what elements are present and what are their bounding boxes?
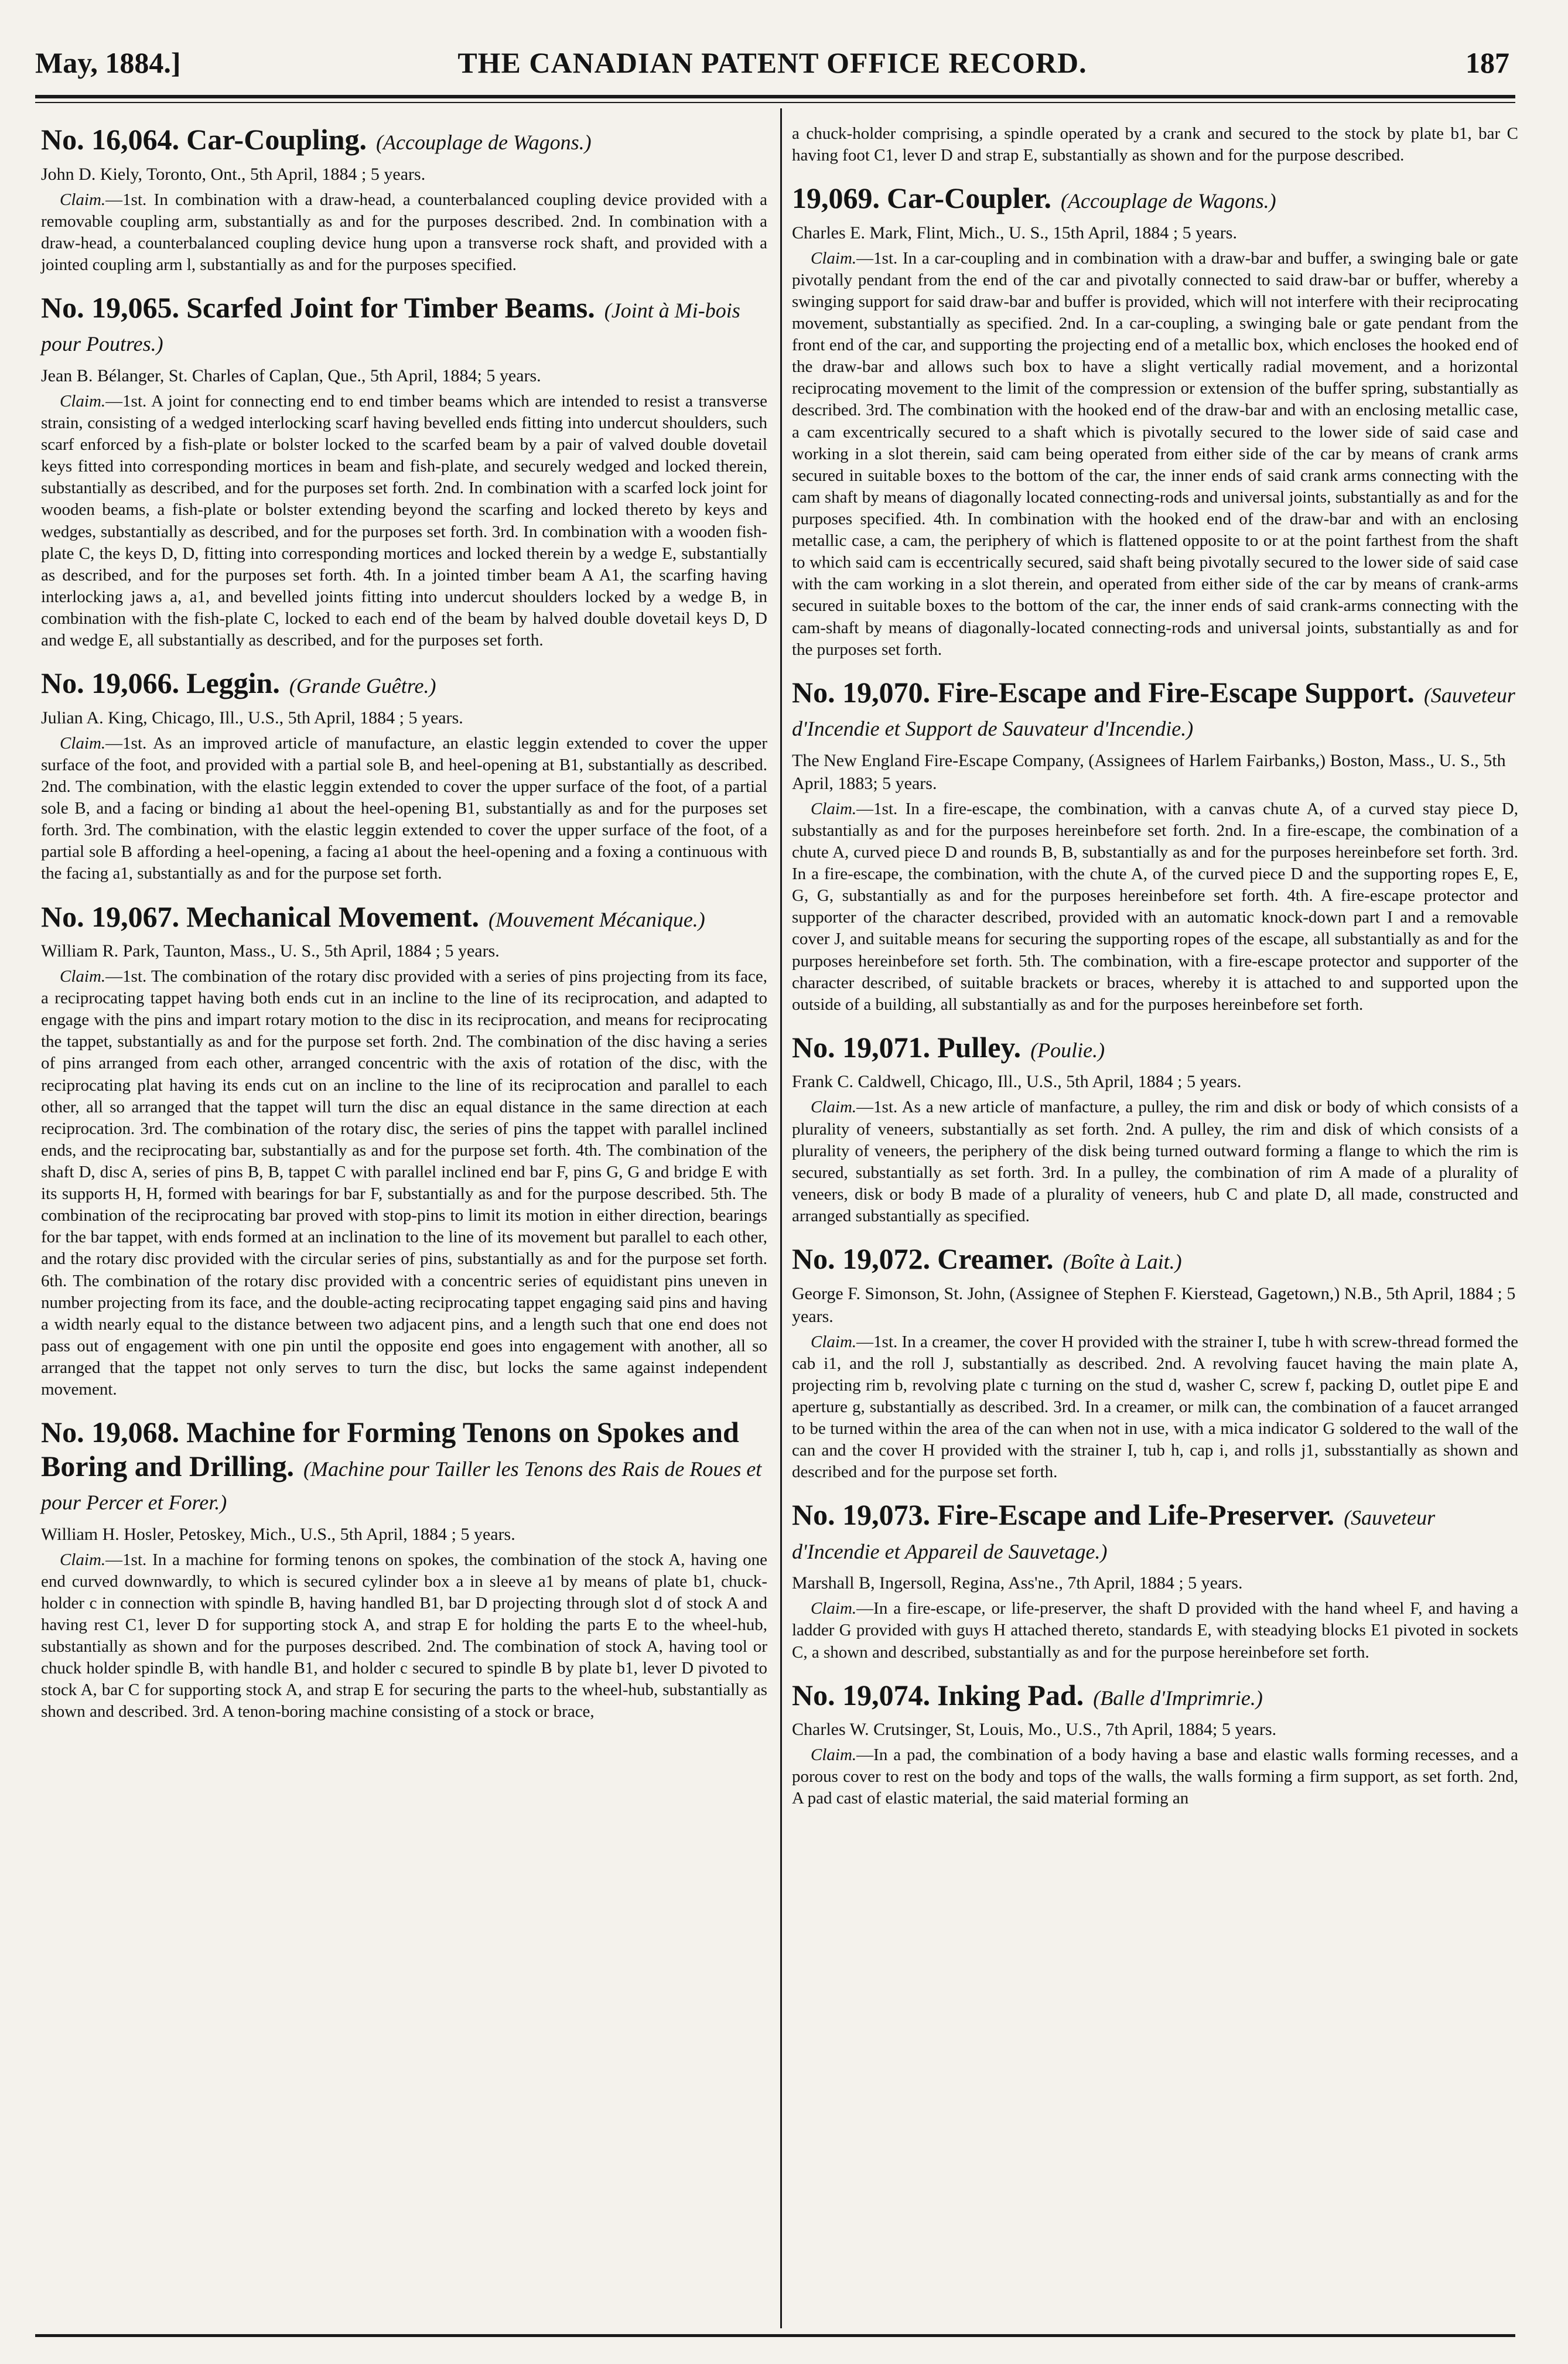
french-title: (Poulie.) — [1030, 1038, 1105, 1062]
claim-body: —1st. The combination of the rotary disc provided with a series of pins projecting from its face, a reciprocating tappet having both ends cut in an incline to the line of its reciprocation, and adapted to engage with the pins and impart rotary motion to the disc in its reciprocation, and means for reciprocating the tappet, substantially as and for the purpose set forth. 2nd. The combination of the disc having a series of pins arranged from each other, arranged concentric with the axis of rotation of the disc, with the reciprocating plat having its ends cut on an incline to the line of its reciprocation and parallel to each other, all so arranged that the tappet will turn the disc an equal distance in the same direction at each reciprocation. 3rd. The combination of the rotary disc, the series of pins the tappet with parallel inclined ends, and the reciprocating bar, substantially as and for the purpose set forth. 4th. The combination of the shaft D, disc A, series of pins B, B, tappet C with parallel inclined end bar F, pins G, G and bridge E with its supports H, H, formed with bearings for bar F, substantially as and for the purpose described. 5th. The combination of the reciprocating bar proved with stop-pins to limit its motion in either direction, bearings for the bar tappet, with ends formed at an inclination to the line of its movement but parallel to each other, and the rotary disc provided with the circular series of pins, substantially as and for the purpose set forth. 6th. The combination of the rotary disc provided with a concentric series of equidistant pins uneven in number projecting from its face, and the double-acting reciprocating tappet engaging said pins and having a width nearly equal to the distance between two adjacent pins, and a length such that one end does not pass out of engagement with one pin until the opposite end goes into engagement with another, all so arranged that the tappet not only serves to turn the disc, but locks the same against independent movement. — [41, 967, 767, 1399]
patent-entry — [792, 1242, 1518, 1483]
patent-number: No. 19,074. — [792, 1678, 931, 1711]
patent-title: Car-Coupler. — [887, 182, 1052, 215]
french-title: (Mouvement Mécanique.) — [488, 907, 705, 931]
claim-label: Claim. — [60, 967, 106, 986]
patent-title: Inking Pad. — [937, 1678, 1084, 1711]
claim-text — [792, 123, 1518, 166]
french-title: (Sauveteur d'Incendie et Support de Sauvateur d'Incendie.) — [792, 683, 1515, 741]
claim-label: Claim. — [811, 1332, 857, 1351]
entry-heading — [792, 1242, 1518, 1276]
patent-title: Scarfed Joint for Timber Beams. — [186, 291, 595, 324]
claim-label: Claim. — [811, 1599, 857, 1618]
french-title: (Joint à Mi-bois pour Poutres.) — [41, 298, 740, 356]
patent-entry — [792, 1679, 1518, 1810]
entry-heading — [792, 1679, 1518, 1713]
patentee-line: Jean B. Bélanger, St. Charles of Caplan, Que., 5th April, 1884; 5 years. — [41, 365, 541, 385]
patent-number: No. 19,068. — [41, 1416, 180, 1449]
claim-text — [792, 248, 1518, 661]
running-head — [35, 46, 1509, 87]
claim-text — [41, 189, 767, 276]
claim-text — [792, 1598, 1518, 1663]
patent-number: No. 19,072. — [792, 1242, 931, 1276]
claim-body: —1st. In a fire-escape, the combination, with a canvas chute A, of a curved stay piece D, substantially as and for the purposes hereinbefore set forth. 2nd. In a fire-escape, the combination of a chute A, curved piece D and rounds B, B, substantially as and for the purposes hereinbefore set forth. 3rd. In a fire-escape, the combination, with the chute A, of the curved piece D and the supporting ropes E, E, G, G, substantially as and for the purposes hereinbefore set forth. 4th. A fire-escape protector and supporter of the character described, provided with an automatic knock-down part I and a removable cover J, and suitable means for securing the supporting ropes of the escape, all substantially as and for the purposes hereinbefore set forth. 5th. The combination, with a fire-escape protector and supporter of the character described, of suitable brackets or braces, whereby it is attached to and supported upon the outside of a building, all substantially as and for the purposes hereinbefore set forth. — [792, 799, 1518, 1014]
claim-body: —1st. In a car-coupling and in combination with a draw-bar and buffer, a swinging bale or gate pivotally pendant from the end of the car and pivotally connected to said draw-bar or buffer, whereby a swinging support for said draw-bar and buffer is provided, which will not interfere with their reciprocating movement, substantially as specified. 2nd. In a car-coupling, a swinging bale or gate pendant from the front end of the car, and supporting the projecting end of a metallic box, which encloses the hooked end of the draw-bar and allows such box to have a slight vertically radial movement, and a horizontal reciprocating movement to the limit of the compression or extension of the buffer spring, substantially as described. 3rd. The combination with the hooked end of the draw-bar and with an enclosing metallic case, a cam excentrically secured to a shaft which is pivotally secured to the lower side of said case and working in a slot therein, said cam being operated from either side of the car by means of crank arms secured in suitable boxes to the bottom of the car, the inner ends of said crank arms connecting with the cam shaft by means of diagonally located connecting-rods and universal joints, substantially as and for the purposes specified. 4th. In combination with the hooked end of the draw-bar and with an enclosing metallic case, a cam, the periphery of which is flattened opposite to or at the point farthest from the shaft to which said cam is eccentrically secured, said shaft being pivotally secured to the lower side of said case with the cam working in a slot therein, and operated from either side of the car by means of crank-arms secured in suitable boxes to the bottom of the car, the inner ends of said crank-arms connecting with the cam-shaft by means of diagonally-located connecting-rods and universal joints, substantially as and for the purposes set forth. — [792, 248, 1518, 659]
claim-body: —1st. A joint for connecting end to end timber beams which are intended to resist a transverse strain, consisting of a wedged interlocking scarf having bevelled ends fitting into undercut shoulders, such scarf enforced by a fish-plate or bolster locked to the scarfed beam by a pair of valved double dovetail keys fitted into corresponding mortices in beam and fish-plate, and securely wedged and locked therein, substantially as described, and for the purposes set forth. 2nd. In combination with a scarfed lock joint for wooden beams, a fish-plate or bolster extending beyond the scarfing and locked thereto by keys and wedges, substantially as described, and for the purposes set forth. 3rd. In combination with a wooden fish-plate C, the keys D, D, fitting into corresponding mortices and locked therein by a wedge E, substantially as described, and for the purposes set forth. 4th. In a jointed timber beam A A1, the scarfing having interlocking jaws a, a1, and bevelled joints fitting into undercut shoulders locked by a wedge B, in combination with the fish-plate C, locked to each end of the beam by halved double dovetail keys D, D and wedge E, all substantially as described, and for the purposes set forth. — [41, 391, 767, 650]
patentee-line: George F. Simonson, St. John, (Assignee of Stephen F. Kierstead, Gagetown,) N.B., 5th April, 1884 ; 5 years. — [792, 1283, 1516, 1326]
patent-entry — [792, 182, 1518, 661]
patent-entry — [792, 1031, 1518, 1227]
issue-date: May, 1884.] — [35, 46, 181, 79]
page-number: 187 — [1465, 46, 1509, 79]
claim-text — [792, 1744, 1518, 1809]
patent-entry — [792, 676, 1518, 1016]
claim-body: —1st. In combination with a draw-head, a counterbalanced coupling device provided with a removable coupling arm, substantially as and for the purposes described. 2nd. In combination with a draw-head, a counterbalanced coupling device hung upon a transverse rock shaft, and provided with a jointed coupling arm l, substantially as and for the purposes specified. — [41, 190, 767, 274]
claim-label: Claim. — [60, 190, 106, 209]
patent-title: Mechanical Movement. — [186, 900, 479, 933]
entry-heading — [792, 182, 1518, 216]
patent-number: No. 19,066. — [41, 667, 180, 700]
patent-entry — [41, 123, 767, 276]
claim-text — [792, 1331, 1518, 1484]
patent-entry — [41, 1416, 767, 1723]
header-rule-thin — [35, 102, 1515, 103]
french-title: (Grande Guêtre.) — [289, 674, 436, 698]
patent-title: Creamer. — [937, 1242, 1054, 1276]
claim-text — [41, 733, 767, 885]
entry-heading — [792, 1498, 1518, 1566]
claim-body: —1st. As a new article of manfacture, a pulley, the rim and disk or body of which consists of a plurality of veneers, substantially as set forth. 2nd. A pulley, the rim and disk of which consists of a plurality of veneers, the periphery of the disk being turned outward forming a flange to which the rim is secured, substantially as set forth. 3rd. In a pulley, the combination of rim A made of a plurality of veneers, disk or body B made of a plurality of veneers, hub C and plate D, all made, constructed and arranged substantially as specified. — [792, 1098, 1518, 1225]
entry-heading — [792, 676, 1518, 743]
patentee-line: John D. Kiely, Toronto, Ont., 5th April, 1884 ; 5 years. — [41, 164, 426, 184]
patent-entry — [41, 667, 767, 884]
claim-body: —In a pad, the combination of a body having a base and elastic walls forming recesses, and a porous cover to rest on the body and tops of the walls, the walls forming a firm support, as set forth. 2nd, A pad cast of elastic material, the said material forming an — [792, 1745, 1518, 1808]
claim-label: Claim. — [811, 799, 857, 818]
patent-title: Car-Coupling. — [186, 123, 367, 156]
french-title: (Sauveteur d'Incendie et Appareil de Sauvetage.) — [792, 1506, 1436, 1563]
footer-rule — [35, 2334, 1515, 2337]
claim-body: —1st. In a creamer, the cover H provided with the strainer I, tube h with screw-thread formed the cab i1, and the roll J, substantially as described. 2nd. A revolving faucet having the main plate A, projecting rim b, revolving plate c turning on the stud d, washer C, screw f, packing D, outlet pipe E and aperture g, substantially as described. 3rd. In a creamer, or milk can, the combination of a faucet arranged to be turned within the area of the can when not in use, with a mica indicator G soldered to the wall of the can and the cover H provided with the strainer I, tub h, cap i, and rolls j1, subsstantially as shown and described and for the purpose set forth. — [792, 1332, 1518, 1482]
claim-label: Claim. — [60, 391, 106, 411]
entry-heading — [41, 123, 767, 157]
french-title: (Accouplage de Wagons.) — [376, 131, 592, 154]
patent-number: No. 19,065. — [41, 291, 180, 324]
patent-number: 19,069. — [792, 182, 880, 215]
patent-number: No. 19,070. — [792, 675, 931, 709]
patent-entry — [41, 291, 767, 651]
patent-title: Fire-Escape and Life-Preserver. — [937, 1498, 1335, 1532]
claim-body: —1st. As an improved article of manufacture, an elastic leggin extended to cover the upper surface of the foot, and provided with a partial sole B, and heel-opening at B1, substantially as described. 2nd. The combination, with the elastic leggin extended to cover the upper surface of the foot, of a partial sole B, and a facing or binding a1 about the heel-opening B1, substantially as and for the purposes set forth. 3rd. The combination, with the elastic leggin extended to cover the upper surface of the foot, of a partial sole B affording a heel-opening, a facing a1 about the heel-opening and a foxing a continuous with the facing a1, substantially as and for the purpose set forth. — [41, 733, 767, 883]
french-title: (Machine pour Tailler les Tenons des Rais de Roues et pour Percer et Forer.) — [41, 1457, 762, 1515]
claim-body: —1st. In a machine for forming tenons on spokes, the combination of the stock A, having one end curved downwardly, to which is secured cylinder box a in sleeve a1 by means of plate b1, chuck-holder c in connection with spindle B, having handled B1, bar D projecting through slot d of stock A and having rest C1, lever D for supporting stock A, and strap E for holding the parts E to the wheel-hub, substantially as shown and for the purposes described. 2nd. The combination of stock A, having tool or chuck holder spindle B, with handle B1, and holder c secured to spindle B by plate b1, lever D pivoted to stock A, bar C for supporting stock A, and strap E for securing the parts to the wheel-hub, substantially as shown and described. 3rd. A tenon-boring machine consisting of a stock or brace, — [41, 1550, 767, 1721]
patent-title: Pulley. — [937, 1030, 1022, 1064]
claim-body: a chuck-holder comprising, a spindle operated by a crank and secured to the stock by plate b1, bar C having foot C1, lever D and strap E, substantially as shown and for the purpose described. — [792, 124, 1518, 165]
claim-label: Claim. — [811, 248, 857, 268]
patent-title: Leggin. — [186, 667, 280, 700]
patentee-line: The New England Fire-Escape Company, (Assignees of Harlem Fairbanks,) Boston, Mass., U. S., 5th April, 1883; 5 years. — [792, 750, 1506, 793]
left-column — [41, 123, 767, 1738]
patent-number: No. 16,064. — [41, 123, 180, 156]
claim-label: Claim. — [60, 733, 106, 753]
patent-title: Fire-Escape and Fire-Escape Support. — [937, 675, 1415, 709]
right-column — [792, 123, 1518, 1825]
french-title: (Boîte à Lait.) — [1063, 1250, 1182, 1274]
french-title: (Balle d'Imprimrie.) — [1093, 1686, 1263, 1710]
patentee-line: Marshall B, Ingersoll, Regina, Ass'ne., 7th April, 1884 ; 5 years. — [792, 1573, 1243, 1593]
claim-label: Claim. — [60, 1550, 106, 1569]
patent-entry — [41, 900, 767, 1401]
entry-heading — [41, 667, 767, 701]
patentee-line: Charles E. Mark, Flint, Mich., U. S., 15th April, 1884 ; 5 years. — [792, 223, 1237, 242]
patent-title: Machine for Forming Tenons on Spokes and Boring and Drilling. — [41, 1416, 739, 1482]
patent-entry — [792, 1498, 1518, 1663]
entry-heading — [41, 900, 767, 934]
patent-entry — [792, 123, 1518, 166]
patentee-line: William H. Hosler, Petoskey, Mich., U.S., 5th April, 1884 ; 5 years. — [41, 1524, 515, 1544]
claim-text — [792, 798, 1518, 1016]
entry-heading — [41, 1416, 767, 1517]
patentee-line: Julian A. King, Chicago, Ill., U.S., 5th April, 1884 ; 5 years. — [41, 708, 463, 727]
patentee-line: Frank C. Caldwell, Chicago, Ill., U.S., 5th April, 1884 ; 5 years. — [792, 1072, 1242, 1092]
entry-heading — [792, 1031, 1518, 1065]
patent-number: No. 19,071. — [792, 1030, 931, 1064]
header-rule — [35, 95, 1515, 98]
patent-number: No. 19,073. — [792, 1498, 931, 1532]
entry-heading — [41, 291, 767, 358]
claim-label: Claim. — [811, 1745, 857, 1765]
column-divider — [780, 108, 782, 2328]
claim-text — [41, 391, 767, 651]
journal-title: THE CANADIAN PATENT OFFICE RECORD. — [457, 46, 1087, 79]
claim-text — [792, 1096, 1518, 1227]
claim-body: —In a fire-escape, or life-preserver, the shaft D provided with the hand wheel F, and having a ladder G provided with guys H attached thereto, standards E, with steadying blocks E1 pivoted in sockets C, a shown and described, substantially as and for the purpose hereinbefore set forth. — [792, 1599, 1518, 1662]
claim-text — [41, 966, 767, 1400]
claim-text — [41, 1549, 767, 1723]
patentee-line: William R. Park, Taunton, Mass., U. S., 5th April, 1884 ; 5 years. — [41, 941, 500, 961]
patentee-line: Charles W. Crutsinger, St, Louis, Mo., U.S., 7th April, 1884; 5 years. — [792, 1720, 1277, 1740]
patent-number: No. 19,067. — [41, 900, 180, 933]
claim-label: Claim. — [811, 1098, 857, 1117]
french-title: (Accouplage de Wagons.) — [1061, 189, 1276, 213]
